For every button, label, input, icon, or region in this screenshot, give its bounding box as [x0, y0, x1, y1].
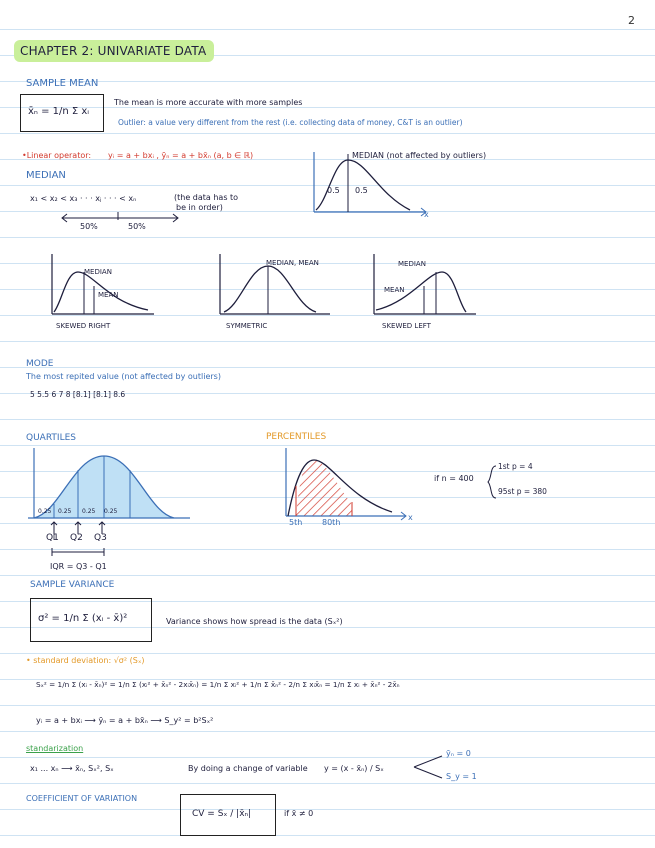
percentiles-axis-x: x: [408, 513, 413, 522]
standardization-change: By doing a change of variable: [188, 764, 308, 773]
standardization-y-mean: ȳₙ = 0: [446, 749, 471, 758]
median-half-left: 0.5: [327, 186, 340, 195]
linear-operator-label: •Linear operator:: [22, 151, 92, 160]
linear-operator-formula: yᵢ = a + bxᵢ , ȳₙ = a + bx̄ₙ (a, b ∈ ℝ): [108, 151, 254, 160]
skewed-right-plot: [48, 252, 158, 318]
iqr-label: IQR = Q3 - Q1: [50, 562, 107, 571]
sample-mean-formula: x̄ₙ = 1/n Σ xᵢ: [28, 106, 90, 117]
mode-heading: MODE: [26, 359, 54, 369]
page-number: 2: [628, 14, 635, 27]
skewed-left-mean: MEAN: [384, 286, 405, 294]
symmetric-label: MEDIAN, MEAN: [266, 259, 319, 267]
sample-mean-note: The mean is more accurate with more samples: [114, 98, 303, 107]
percentiles-first: 1st p = 4: [498, 462, 533, 471]
standardization-arrows: [412, 752, 448, 782]
variance-note: Variance shows how spread is the data (Sₓ²): [166, 617, 343, 626]
median-order-note-2: be in order): [176, 203, 223, 212]
page-title: CHAPTER 2: UNIVARIATE DATA: [20, 44, 207, 58]
median-curve-label: MEDIAN (not affected by outliers): [352, 151, 487, 160]
linear-variance: yᵢ = a + bxᵢ ⟶ ȳₙ = a + bx̄ₙ ⟶ S_y² = b²Sₓ²: [36, 716, 214, 725]
std-dev-expansion: Sₓ² = 1/n Σ (xᵢ - x̄ₙ)² = 1/n Σ (xᵢ² + x̄ₙ² - 2xᵢx̄ₙ) = 1/n Σ xᵢ² + 1/n Σ x̄ₙ² - 2/n Σ xᵢx̄ₙ = 1/n Σ xᵢ + x̄ₙ² - 2x̄ₙ: [36, 680, 400, 689]
quartile-part-1: 0.25: [38, 508, 52, 515]
sample-mean-heading: SAMPLE MEAN: [26, 78, 99, 89]
iqr-bar: [50, 548, 106, 556]
symmetric-caption: SYMMETRIC: [226, 322, 268, 330]
std-dev-label: • standard deviation: √σ² (Sₓ): [26, 656, 145, 665]
median-axis-x: x: [424, 210, 429, 219]
median-split-arrow: [60, 212, 180, 228]
cv-heading: COEFFICIENT OF VARIATION: [26, 794, 138, 803]
skewed-left-median: MEDIAN: [398, 260, 426, 268]
sample-variance-heading: SAMPLE VARIANCE: [30, 580, 115, 590]
mode-values: 5 5.5 6 7 8 [8.1] [8.1] 8.6: [30, 390, 126, 399]
median-left-pct: 50%: [80, 222, 98, 231]
q2-label: Q2: [70, 533, 83, 543]
quartile-part-3: 0.25: [82, 508, 96, 515]
median-half-right: 0.5: [355, 186, 368, 195]
median-curve-plot: [304, 150, 434, 225]
mode-definition: The most repited value (not affected by outliers): [26, 372, 221, 381]
quartile-part-4: 0.25: [104, 508, 118, 515]
outlier-note: Outlier: a value very different from the rest (i.e. collecting data of money, C&T is an outlier): [118, 118, 463, 127]
cv-condition: if x̄ ≠ 0: [284, 809, 314, 818]
percentile-80th: 80th: [322, 518, 341, 527]
percentiles-heading: PERCENTILES: [266, 432, 327, 442]
skewed-left-caption: SKEWED LEFT: [382, 322, 431, 330]
standardization-sequence: x₁ ... xₙ ⟶ x̄ₙ, Sₓ², Sₓ: [30, 764, 114, 773]
median-heading: MEDIAN: [26, 170, 66, 181]
standardization-heading: standarization: [26, 744, 84, 753]
standardization-y-formula: y = (x - x̄ₙ) / Sₓ: [324, 764, 384, 773]
median-right-pct: 50%: [128, 222, 146, 231]
median-order: x₁ < x₂ < x₃ · · · xⱼ · · · < xₙ: [30, 194, 137, 203]
q3-label: Q3: [94, 533, 107, 543]
variance-formula: σ² = 1/n Σ (xᵢ - x̄)²: [38, 613, 128, 624]
skewed-right-median: MEDIAN: [84, 268, 112, 276]
median-order-note-1: (the data has to: [174, 193, 239, 202]
percentiles-if-n: if n = 400: [434, 474, 474, 483]
percentiles-95th: 95st p = 380: [498, 487, 547, 496]
standardization-y-sd: S_y = 1: [446, 772, 477, 781]
percentiles-plot: [280, 446, 420, 520]
quartiles-heading: QUARTILES: [26, 433, 76, 443]
cv-formula: CV = Sₓ / |x̄ₙ|: [192, 809, 252, 819]
percentile-5th: 5th: [289, 518, 303, 527]
quartile-part-2: 0.25: [58, 508, 72, 515]
skewed-right-caption: SKEWED RIGHT: [56, 322, 111, 330]
q1-label: Q1: [46, 533, 59, 543]
percentiles-brace: [484, 464, 498, 504]
skewed-right-mean: MEAN: [98, 291, 119, 299]
